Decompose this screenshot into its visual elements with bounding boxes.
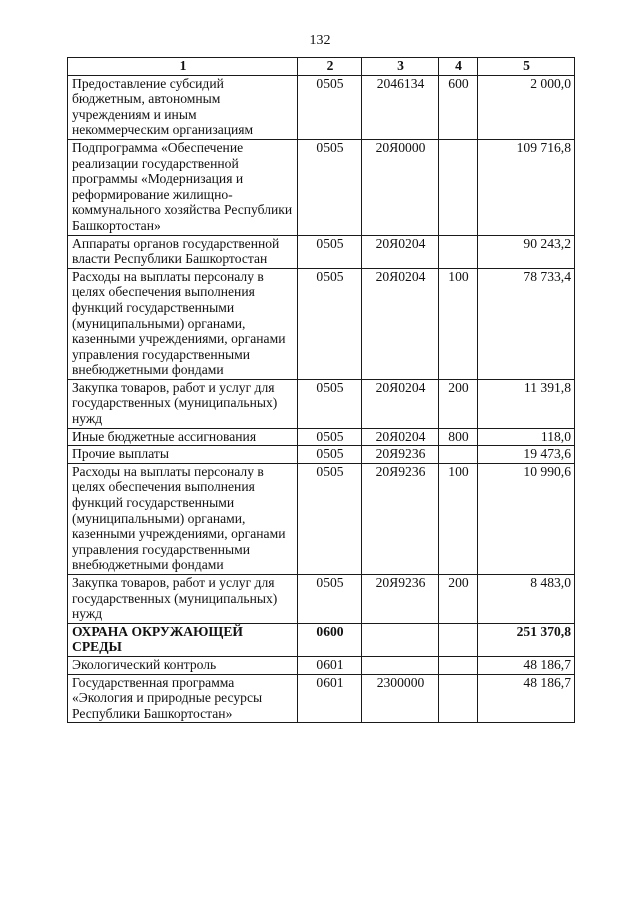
cell-expense-name: Закупка товаров, работ и услуг для государственных (муниципальных) нужд bbox=[68, 379, 298, 428]
cell-expense-name: Иные бюджетные ассигнования bbox=[68, 428, 298, 446]
cell-expense-name: Закупка товаров, работ и услуг для государственных (муниципальных) нужд bbox=[68, 575, 298, 624]
table-header-row bbox=[68, 58, 575, 76]
table-row bbox=[68, 235, 575, 268]
cell-expense-type: 800 bbox=[439, 428, 478, 446]
cell-section-code: 0505 bbox=[298, 428, 362, 446]
cell-expense-name: Государственная программа «Экология и природные ресурсы Республики Башкортостан» bbox=[68, 674, 298, 723]
cell-target-code bbox=[362, 623, 439, 656]
table-row bbox=[68, 674, 575, 723]
cell-expense-type bbox=[439, 674, 478, 723]
page-number: 132 bbox=[309, 33, 331, 48]
table-row bbox=[68, 575, 575, 624]
table-row bbox=[68, 75, 575, 139]
cell-target-code: 20Я0000 bbox=[362, 139, 439, 235]
table-body bbox=[68, 75, 575, 723]
cell-amount: 90 243,2 bbox=[478, 235, 575, 268]
table-row bbox=[68, 139, 575, 235]
cell-target-code: 20Я0204 bbox=[362, 268, 439, 379]
cell-amount: 109 716,8 bbox=[478, 139, 575, 235]
cell-expense-type bbox=[439, 139, 478, 235]
cell-section-code: 0505 bbox=[298, 575, 362, 624]
cell-target-code: 2300000 bbox=[362, 674, 439, 723]
cell-section-code: 0505 bbox=[298, 75, 362, 139]
table-row bbox=[68, 656, 575, 674]
cell-expense-name: ОХРАНА ОКРУЖАЮЩЕЙ СРЕДЫ bbox=[68, 623, 298, 656]
cell-section-code: 0505 bbox=[298, 235, 362, 268]
cell-amount: 48 186,7 bbox=[478, 674, 575, 723]
header-col-3: 3 bbox=[362, 58, 439, 76]
cell-amount: 10 990,6 bbox=[478, 463, 575, 574]
cell-expense-type: 200 bbox=[439, 575, 478, 624]
cell-expense-name: Аппараты органов государственной власти Республики Башкортостан bbox=[68, 235, 298, 268]
cell-expense-type bbox=[439, 446, 478, 464]
cell-expense-type: 600 bbox=[439, 75, 478, 139]
table-row bbox=[68, 428, 575, 446]
budget-table bbox=[67, 57, 575, 723]
cell-expense-name: Расходы на выплаты персоналу в целях обеспечения выполнения функций государственными (муниципальными) органами, казенными учреждениями, органами управления государственными внебюджетными фондами bbox=[68, 463, 298, 574]
cell-section-code: 0505 bbox=[298, 379, 362, 428]
cell-expense-name: Подпрограмма «Обеспечение реализации государственной программы «Модернизация и реформирование жилищно-коммунального хозяйства Республики Башкортостан» bbox=[68, 139, 298, 235]
cell-section-code: 0505 bbox=[298, 463, 362, 574]
cell-amount: 78 733,4 bbox=[478, 268, 575, 379]
cell-section-code: 0600 bbox=[298, 623, 362, 656]
cell-target-code: 20Я0204 bbox=[362, 428, 439, 446]
cell-expense-name: Предоставление субсидий бюджетным, автономным учреждениям и иным некоммерческим организациям bbox=[68, 75, 298, 139]
cell-expense-type: 100 bbox=[439, 463, 478, 574]
cell-section-code: 0601 bbox=[298, 656, 362, 674]
table-row bbox=[68, 446, 575, 464]
cell-expense-type bbox=[439, 623, 478, 656]
cell-section-code: 0505 bbox=[298, 446, 362, 464]
cell-target-code: 20Я9236 bbox=[362, 575, 439, 624]
cell-amount: 11 391,8 bbox=[478, 379, 575, 428]
cell-expense-type: 200 bbox=[439, 379, 478, 428]
cell-expense-name: Экологический контроль bbox=[68, 656, 298, 674]
cell-amount: 8 483,0 bbox=[478, 575, 575, 624]
cell-expense-type bbox=[439, 235, 478, 268]
cell-target-code: 20Я0204 bbox=[362, 235, 439, 268]
header-col-4: 4 bbox=[439, 58, 478, 76]
header-col-2: 2 bbox=[298, 58, 362, 76]
header-col-5: 5 bbox=[478, 58, 575, 76]
cell-section-code: 0505 bbox=[298, 268, 362, 379]
header-col-1: 1 bbox=[68, 58, 298, 76]
table-row bbox=[68, 379, 575, 428]
cell-expense-type bbox=[439, 656, 478, 674]
cell-amount: 19 473,6 bbox=[478, 446, 575, 464]
cell-expense-name: Прочие выплаты bbox=[68, 446, 298, 464]
table-row bbox=[68, 623, 575, 656]
cell-amount: 251 370,8 bbox=[478, 623, 575, 656]
table-row bbox=[68, 463, 575, 574]
cell-section-code: 0601 bbox=[298, 674, 362, 723]
cell-target-code bbox=[362, 656, 439, 674]
cell-target-code: 20Я9236 bbox=[362, 463, 439, 574]
cell-target-code: 2046134 bbox=[362, 75, 439, 139]
table-row bbox=[68, 268, 575, 379]
cell-amount: 2 000,0 bbox=[478, 75, 575, 139]
cell-target-code: 20Я0204 bbox=[362, 379, 439, 428]
cell-amount: 118,0 bbox=[478, 428, 575, 446]
cell-section-code: 0505 bbox=[298, 139, 362, 235]
cell-expense-type: 100 bbox=[439, 268, 478, 379]
cell-amount: 48 186,7 bbox=[478, 656, 575, 674]
cell-target-code: 20Я9236 bbox=[362, 446, 439, 464]
cell-expense-name: Расходы на выплаты персоналу в целях обеспечения выполнения функций государственными (муниципальными) органами, казенными учреждениями, органами управления государственными внебюджетными фондами bbox=[68, 268, 298, 379]
